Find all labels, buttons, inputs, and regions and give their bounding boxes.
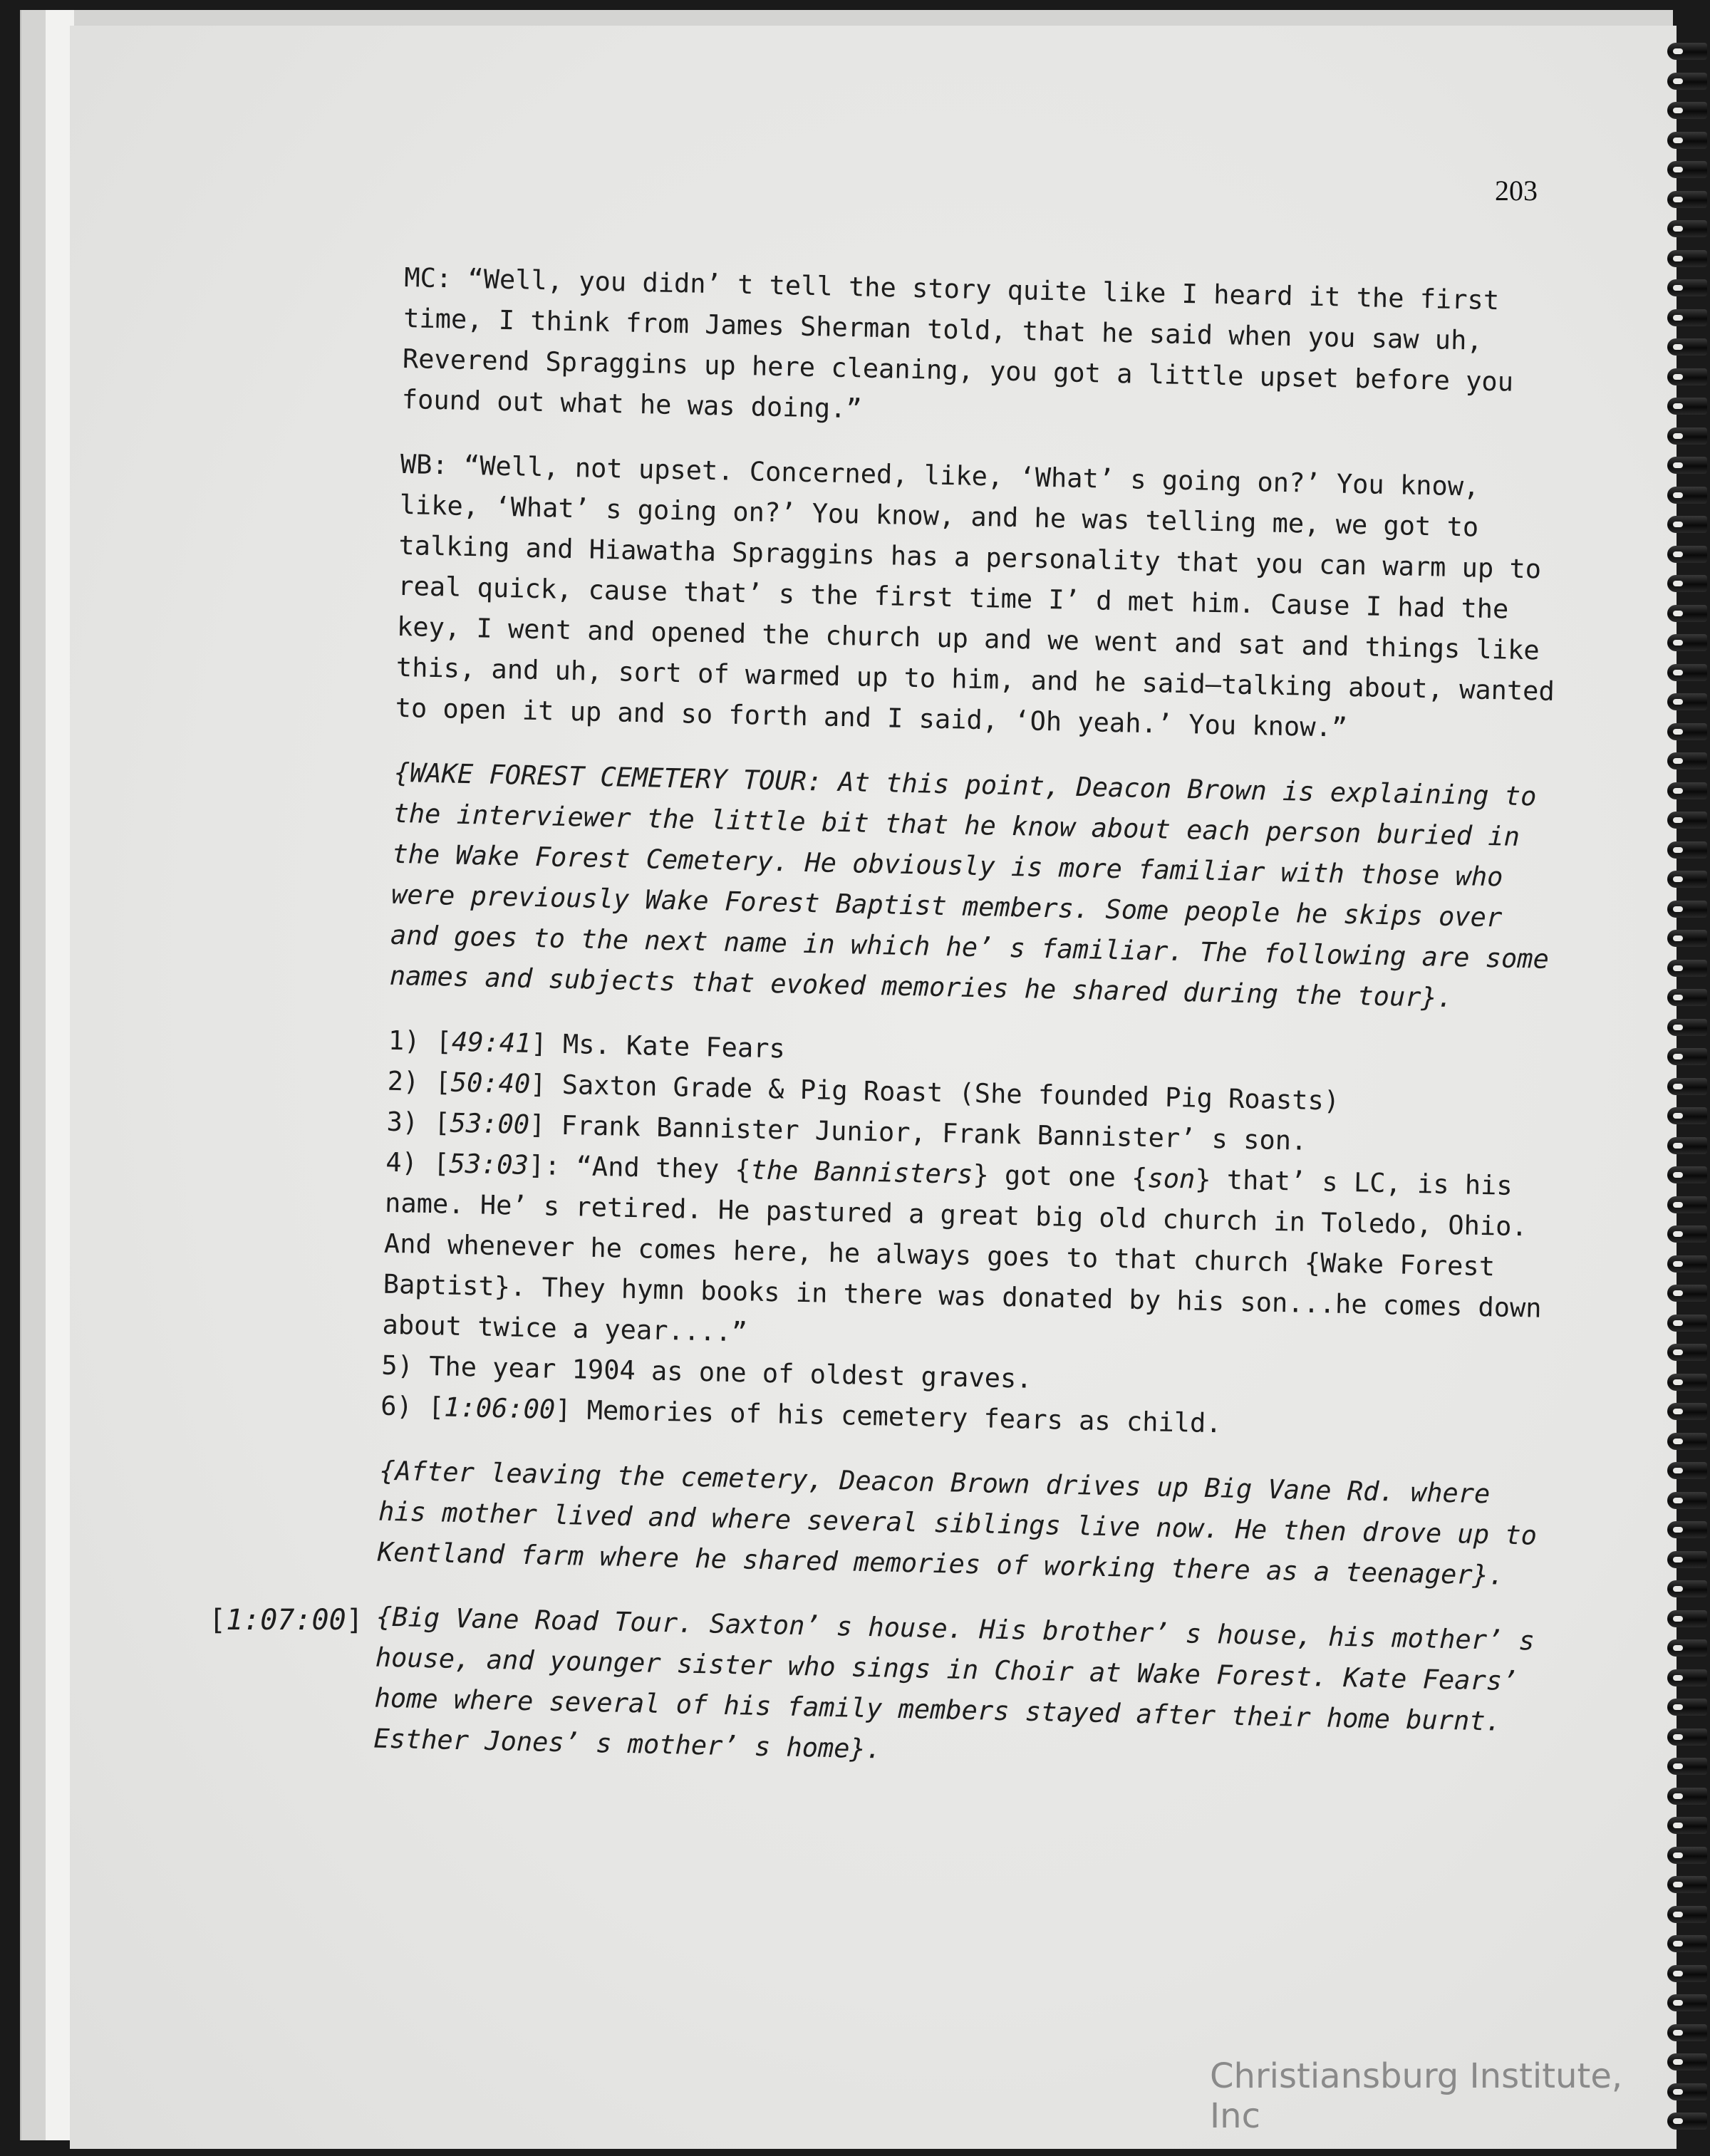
cemetery-tour-note: {WAKE FOREST CEMETERY TOUR: At this point, Deacon Brown is explaining to the interviewer the little bit that he know about each person buried in the Wake Forest Cemetery. He obviously is more familiar with those who were previously Wake Forest Baptist members. Some people he skips over and goes to the next name in which he’ s familiar. The following are some names and subjects that evoked memories he shared during the tour}. xyxy=(389,757,1550,1014)
binding-coil xyxy=(1667,752,1707,769)
binding-coil xyxy=(1667,309,1707,326)
binding-coil xyxy=(1667,1847,1707,1864)
binding-coil xyxy=(1667,989,1707,1006)
binding-coil xyxy=(1667,457,1707,474)
watermark: Christiansburg Institute, Inc xyxy=(1210,2056,1623,2136)
binding-coil xyxy=(1667,1137,1707,1154)
after-cemetery-note: {After leaving the cemetery, Deacon Brown drives up Big Vane Rd. where his mother lived and where several siblings live now. He then drove up to Kentland farm where he shared memories of working there as a teenager}. xyxy=(377,1455,1538,1591)
memory-list xyxy=(380,1020,1550,1451)
binding-coil xyxy=(1667,132,1707,149)
binding-coil xyxy=(1667,871,1707,888)
binding-coil xyxy=(1667,841,1707,859)
list-item-prefix: 4) [ xyxy=(385,1146,450,1179)
binding-coil xyxy=(1667,782,1707,799)
document-page xyxy=(70,26,1677,2149)
binding-coil xyxy=(1667,605,1707,622)
binding-coil xyxy=(1667,1610,1707,1627)
timestamp: 53:00 xyxy=(450,1107,530,1140)
list-item-prefix: 1) [ xyxy=(388,1025,452,1057)
binding-coil xyxy=(1667,1788,1707,1805)
binding-coil xyxy=(1667,191,1707,208)
list-item-text: } got one { xyxy=(973,1159,1148,1194)
binding-coil xyxy=(1667,1492,1707,1509)
binding-coil xyxy=(1667,2053,1707,2071)
binding-coil xyxy=(1667,960,1707,977)
binding-coil xyxy=(1667,1994,1707,2011)
mc-paragraph: MC: “Well, you didn’ t tell the story quite like I heard it the first time, I think from James Sherman told, that he said when you saw uh, Reverend Spraggins up here cleaning, you got a little upset before you found out what he was doing.” xyxy=(401,261,1514,425)
list-item-prefix: 6) [ xyxy=(380,1390,445,1423)
binding-coil xyxy=(1667,1285,1707,1302)
binding-coil xyxy=(1667,250,1707,267)
list-item-italic-text: the Bannisters xyxy=(750,1154,973,1190)
binding-coil xyxy=(1667,723,1707,740)
binding-coil xyxy=(1667,73,1707,90)
binding-coil xyxy=(1667,1107,1707,1124)
binding-coil xyxy=(1667,1729,1707,1746)
binding-coil xyxy=(1667,1344,1707,1361)
list-item-prefix: 2) [ xyxy=(387,1065,452,1098)
binding-coil xyxy=(1667,1462,1707,1479)
binding-coil xyxy=(1667,1935,1707,1952)
margin-timestamp xyxy=(209,1604,363,1637)
big-vane-road-note: {Big Vane Road Tour. Saxton’ s house. His brother’ s house, his mother’ s house, and younger sister who sings in Choir at Wake Forest. Kate Fears’ home where several of his family members stayed after their home burnt. Esther Jones’ s mother’ s home}. xyxy=(373,1601,1535,1765)
binding-coil xyxy=(1667,1817,1707,1834)
timestamp: 1:06:00 xyxy=(443,1391,556,1425)
binding-coil xyxy=(1667,487,1707,504)
binding-coil xyxy=(1667,368,1707,385)
timestamp: 1:07:00 xyxy=(226,1604,346,1637)
timestamp: 49:41 xyxy=(451,1026,532,1059)
list-item-text: ] Frank Bannister Junior, Frank Bannister’ s son. xyxy=(529,1109,1307,1156)
binding-coil xyxy=(1667,1580,1707,1597)
transcript-body xyxy=(373,257,1566,1808)
binding-coil xyxy=(1667,930,1707,947)
binding-coil xyxy=(1667,161,1707,178)
binding-coil xyxy=(1667,901,1707,918)
binding-coil xyxy=(1667,1639,1707,1657)
bracket-close: ] xyxy=(346,1604,363,1637)
binding-coil xyxy=(1667,338,1707,356)
page-edge-line xyxy=(20,10,21,2140)
binding-coil xyxy=(1667,1551,1707,1568)
binding-coil xyxy=(1667,279,1707,296)
binding-coil xyxy=(1667,1699,1707,1716)
list-item xyxy=(382,1142,1548,1369)
list-item-text: ] Saxton Grade & Pig Roast (She founded Pig Roasts) xyxy=(529,1068,1340,1116)
binding-coil xyxy=(1667,1078,1707,1095)
binding-coil xyxy=(1667,2024,1707,2041)
binding-coil xyxy=(1667,1315,1707,1332)
binding-coil xyxy=(1667,220,1707,237)
binding-coil xyxy=(1667,1433,1707,1450)
binding-coil xyxy=(1667,1906,1707,1923)
binding-coil xyxy=(1667,516,1707,533)
binding-coil xyxy=(1667,2113,1707,2130)
binding-coil xyxy=(1667,427,1707,445)
spiral-binding xyxy=(1664,43,1710,2152)
binding-coil xyxy=(1667,1196,1707,1213)
binding-coil xyxy=(1667,1521,1707,1538)
binding-coil xyxy=(1667,634,1707,651)
binding-coil xyxy=(1667,1758,1707,1775)
binding-coil xyxy=(1667,1876,1707,1893)
binding-coil xyxy=(1667,398,1707,415)
bracket-open: [ xyxy=(209,1604,227,1637)
binding-coil xyxy=(1667,1374,1707,1391)
list-item-text: ]: “And they { xyxy=(528,1149,752,1186)
binding-coil xyxy=(1667,1166,1707,1183)
binding-coil xyxy=(1667,1019,1707,1036)
binding-coil xyxy=(1667,546,1707,563)
binding-coil xyxy=(1667,43,1707,60)
page-stack xyxy=(20,10,1673,2140)
binding-coil xyxy=(1667,575,1707,592)
binding-coil xyxy=(1667,1048,1707,1065)
binding-coil xyxy=(1667,664,1707,681)
binding-coil xyxy=(1667,1669,1707,1686)
timestamp: 50:40 xyxy=(450,1067,531,1099)
binding-coil xyxy=(1667,1403,1707,1420)
binding-coil xyxy=(1667,812,1707,829)
list-item-text: ] Ms. Kate Fears xyxy=(530,1027,786,1064)
list-item-text: } that’ s LC, is his name. He’ s retired. He pastured a great big old church in Toledo, Ohio. And whenever he comes here, he always goes to that church {Wake Forest Baptist}. They hymn books in there was donated by his son...he comes down about twice a year....” xyxy=(382,1163,1543,1348)
list-item-italic-text: son xyxy=(1147,1163,1196,1195)
page-number: 203 xyxy=(1495,175,1538,207)
binding-coil xyxy=(1667,2083,1707,2100)
timestamp: 53:03 xyxy=(449,1148,529,1181)
binding-coil xyxy=(1667,102,1707,119)
binding-coil xyxy=(1667,1225,1707,1243)
list-item: 5) The year 1904 as one of oldest graves. xyxy=(380,1349,1032,1394)
list-item-prefix: 3) [ xyxy=(386,1106,451,1139)
wb-paragraph: WB: “Well, not upset. Concerned, like, ‘What’ s going on?’ You know, like, ‘What’ s going on?’ You know, and he was telling me, we got to talking and Hiawatha Spraggins has a personality that you can warm up to real quick, cause that’ s the first time I’ d met him. Cause I had the key, I went and opened the church up and we went and sat and things like this, and uh, sort of warmed up to him, and he said—talking about, wanted to open it up and so forth and I said, ‘Oh yeah.’ You know.” xyxy=(395,448,1555,743)
binding-coil xyxy=(1667,693,1707,710)
binding-coil xyxy=(1667,1965,1707,1982)
list-item-text: ] Memories of his cemetery fears as child. xyxy=(554,1394,1223,1439)
binding-coil xyxy=(1667,1255,1707,1273)
